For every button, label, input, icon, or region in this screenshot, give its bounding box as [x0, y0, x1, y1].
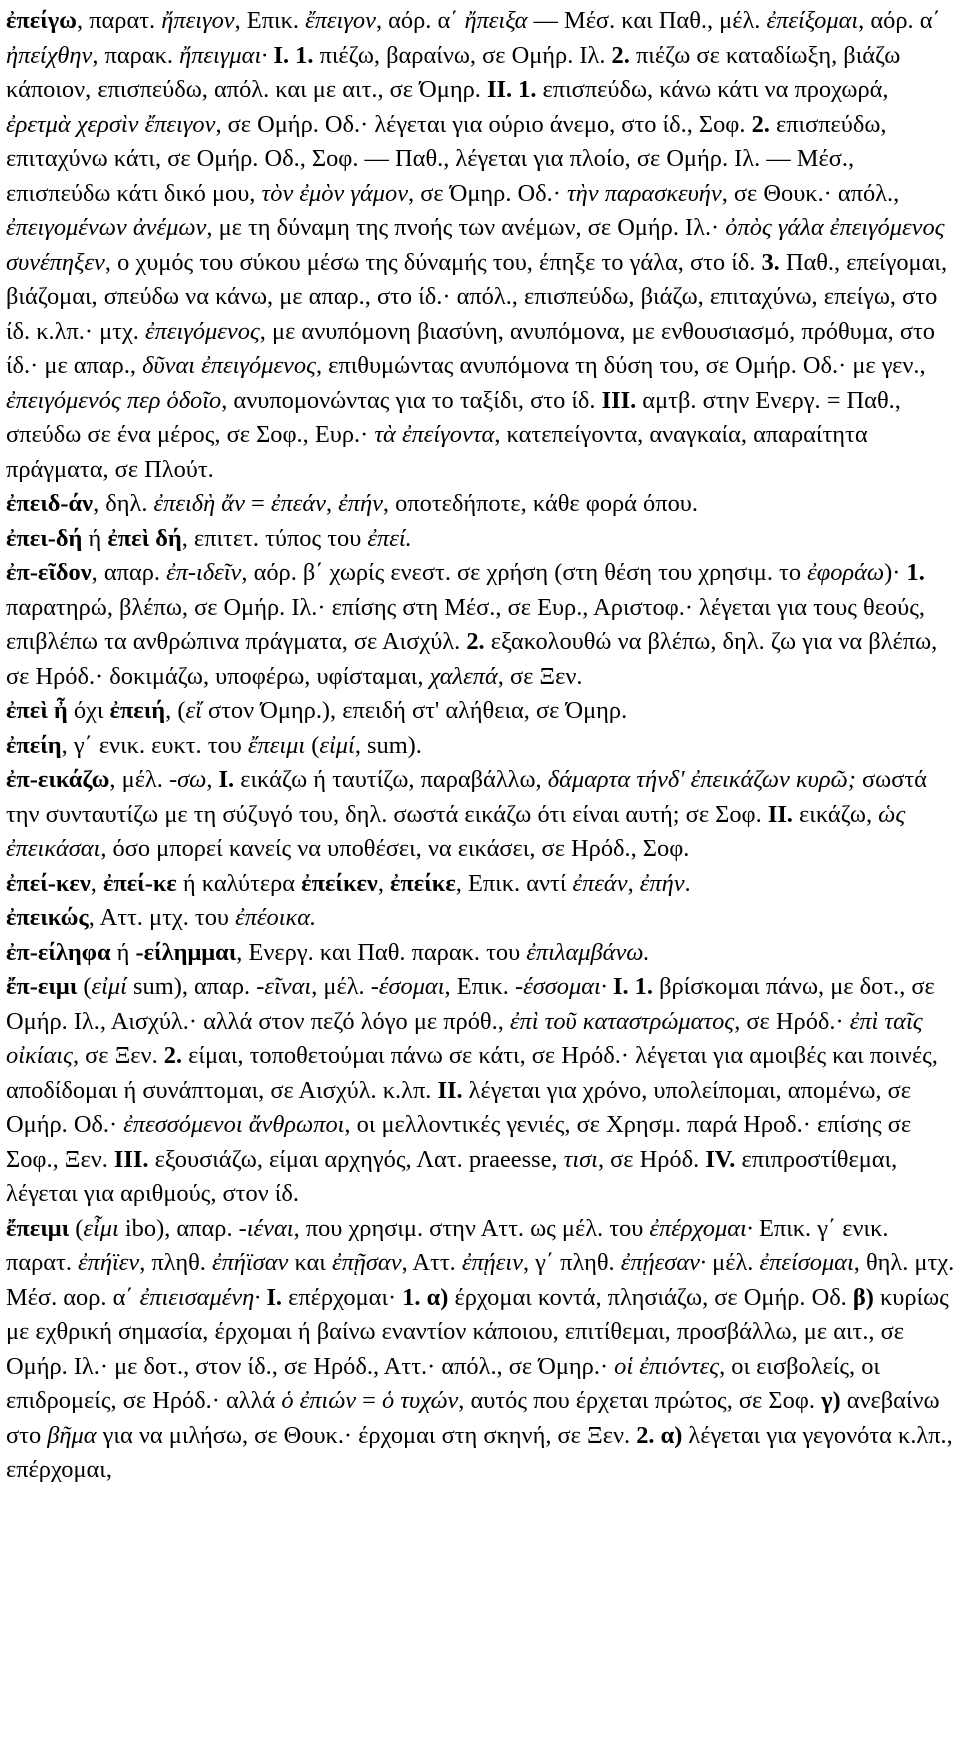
entry-text: παρατηρώ, βλέπω, σε Ομήρ. Ιλ.· επίσης στη Μέσ., σε Ευρ., Αριστοφ.· λέγεται για τους θεούς, επιβλέπω τα ανθρώπινα πράγματα, σε Αισχύλ.	[6, 593, 925, 655]
entry-text: — Μέσ. και Παθ., μέλ.	[527, 7, 767, 34]
entry-text: σωστά την συνταυτίζω με τη σύζυγό του, δηλ. σωστά εικάζω ότι είναι αυτή; σε Σοφ.	[6, 766, 927, 828]
dictionary-entry	[6, 4, 956, 487]
greek-citation: εἶμι	[83, 1214, 119, 1242]
greek-citation: ἔπειμι	[247, 731, 306, 759]
greek-citation: ὀπὸς γάλα ἐπειγόμενος συνέπηξεν	[6, 214, 945, 276]
entry-text: sum), απαρ.	[126, 973, 257, 1000]
entry-text: ανεβαίνω στο	[6, 1387, 940, 1449]
entry-text: εξακολουθώ να βλέπω, δηλ. ζω για να βλέπω, σε Ηρόδ.· δοκιμάζω, υποφέρω, υφίσταμαι,	[6, 628, 938, 690]
headword-or-section-number: II. 1.	[486, 76, 537, 103]
headword-or-section-number: ἐπει-δή	[6, 524, 83, 552]
entry-text: (	[305, 731, 320, 759]
entry-text: , με ανυπόμονη βιασύνη, ανυπόμονα, με ενθουσιασμό, πρόθυμα, στο ίδ.· με απαρ.,	[6, 317, 935, 379]
greek-citation: ὁ ἐπιών	[281, 1387, 357, 1414]
entry-text: , δηλ.	[93, 490, 154, 517]
entry-text: , με τη δύναμη της πνοής των ανέμων, σε Ομήρ. Ιλ.·	[206, 214, 726, 241]
greek-citation: ἐπειγομένων ἀνέμων	[6, 214, 207, 241]
greek-citation: ἐπῄεσαν·	[620, 1249, 707, 1276]
headword-or-section-number: ἐπειδ-άν	[6, 490, 94, 517]
greek-citation: ἐπεί.	[367, 524, 412, 552]
greek-citation: εἰμί	[319, 731, 355, 759]
entry-text: μέλ.	[706, 1249, 760, 1276]
dictionary-entry	[6, 487, 956, 522]
greek-citation: ἐπήν	[338, 490, 383, 517]
headword-or-section-number: 1.	[906, 559, 925, 586]
entry-text: , οι μελλοντικές γενιές, σε Χρησμ. παρά Ηροδ.· επίσης σε Σοφ., Ξεν.	[6, 1111, 912, 1173]
dictionary-entry	[6, 556, 956, 694]
greek-citation: ἐπειγόμενος	[145, 317, 260, 345]
greek-citation: ἐπεάν	[572, 869, 628, 897]
entry-text: , Επικ.	[234, 7, 306, 34]
entry-text: , αόρ. β΄ χωρίς ενεστ. σε χρήση (στη θέση του χρησιμ. το	[241, 559, 808, 586]
headword-or-section-number: I.	[218, 766, 235, 793]
headword-or-section-number: ἐπεί-κεν	[6, 869, 91, 897]
dictionary-entry	[6, 901, 956, 936]
headword-or-section-number: IV.	[705, 1145, 736, 1173]
entry-text: , ανυπομονώντας για το ταξίδι, στο ίδ.	[221, 386, 602, 414]
entry-text: , μέλ.	[311, 973, 371, 1000]
entry-text: ,	[627, 869, 640, 897]
greek-citation: ἐπέρχομαι·	[649, 1214, 753, 1242]
dictionary-entry	[6, 970, 956, 1212]
entry-text: )·	[884, 559, 907, 586]
headword-or-section-number: -είλημμαι	[135, 938, 237, 966]
headword-or-section-number: ἐπεικώς	[6, 904, 89, 931]
entry-text: επισπεύδω, επιταχύνω κάτι, σε Ομήρ. Οδ., Σοφ. — Παθ., λέγεται για πλοίο, σε Ομήρ. Ιλ. — Μέσ., επισπεύδω κάτι δικό μου,	[6, 110, 887, 207]
greek-citation: τισι	[563, 1145, 598, 1173]
dictionary-entry	[6, 694, 956, 729]
headword-or-section-number: ἐπ-εικάζω	[6, 766, 110, 793]
headword-or-section-number: ἐπεὶ ἦ	[6, 697, 68, 724]
headword-or-section-number: 2. α)	[636, 1421, 683, 1449]
entry-text: , οι εισβολείς, οι επιδρομείς, σε Ηρόδ.· αλλά	[6, 1352, 880, 1414]
entry-text: , (	[165, 697, 186, 724]
entry-text: , Επικ. αντί	[455, 869, 573, 897]
dictionary-entry	[6, 936, 956, 971]
headword-or-section-number: I. 1.	[613, 973, 653, 1000]
greek-citation: ἐπήν	[639, 869, 685, 897]
entry-text: , σε Ηρόδ.·	[734, 1007, 850, 1035]
greek-citation: ἐπειγόμενός περ ὁδοῖο	[6, 386, 222, 414]
headword-or-section-number: 1. α)	[402, 1283, 449, 1311]
entry-text: , αυτός που έρχεται πρώτος, σε Σοφ.	[458, 1387, 822, 1414]
entry-text: , που χρησιμ. στην Αττ. ως μέλ. του	[293, 1214, 650, 1242]
entry-text: .	[684, 869, 691, 897]
greek-citation: ὁ τυχών	[382, 1387, 459, 1414]
entry-text: Επικ. γ΄ ενικ. παρατ.	[6, 1214, 889, 1276]
headword-or-section-number: ἐπεί-κε	[102, 869, 177, 897]
greek-citation: ἤπειγον	[161, 7, 235, 34]
entry-text: , παρακ.	[92, 41, 180, 69]
entry-text: =	[244, 490, 271, 517]
entry-text: , σε Ξεν.	[497, 662, 583, 690]
greek-citation: ἐφοράω	[807, 559, 885, 586]
headword-or-section-number: 2.	[466, 628, 485, 655]
entry-text: , όσο μπορεί κανείς να υποθέσει, να εικάσει, σε Ηρόδ., Σοφ.	[100, 835, 690, 862]
entry-text: πιέζω σε καταδίωξη, βιάζω κάποιον, επισπεύδω, απόλ. και με αιτ., σε Όμηρ.	[6, 41, 901, 103]
greek-citation: ἤπειξα	[464, 7, 528, 34]
entry-text: πιέζω, βαραίνω, σε Ομήρ. Ιλ.	[313, 41, 612, 69]
greek-citation: ἐρετμὰ χερσὶν ἔπειγον	[6, 110, 216, 138]
headword-or-section-number: ἐπείκε	[390, 869, 456, 897]
greek-citation: ἔπειγον	[305, 7, 376, 34]
headword-or-section-number: β)	[852, 1283, 874, 1311]
entry-text: , Αττ.	[401, 1249, 462, 1276]
entry-text: επιπροστίθεμαι, λέγεται για αριθμούς, στον ίδ.	[6, 1145, 898, 1207]
greek-citation: ἐπεσσόμενοι ἄνθρωποι	[123, 1111, 345, 1138]
entry-text: και	[288, 1249, 332, 1276]
greek-citation: ὡς ἐπεικάσαι	[6, 800, 906, 862]
greek-citation: τὴν παρασκευήν	[566, 179, 722, 207]
entry-text: , Ενεργ. και Παθ. παρακ. του	[236, 938, 527, 966]
greek-citation: ἠπείχθην	[6, 41, 93, 69]
entry-text: ή καλύτερα	[176, 869, 302, 897]
entry-text: =	[356, 1387, 383, 1414]
headword-or-section-number: 2.	[611, 41, 630, 69]
entry-text: , σε Ξεν.	[72, 1042, 164, 1069]
greek-citation: ἐπῇσαν	[331, 1249, 402, 1276]
greek-citation: εἴ	[185, 697, 202, 724]
entry-text: επέρχομαι·	[282, 1283, 403, 1311]
entry-text: λέγεται για γεγονότα κ.λπ., επέρχομαι,	[6, 1421, 953, 1483]
entry-text: ,	[90, 869, 103, 897]
entry-text: εικάζω ή ταυτίζω, παραβάλλω,	[234, 766, 548, 793]
entry-text: ,	[206, 766, 219, 793]
greek-citation: ἐπ-ιδεῖν	[166, 559, 242, 586]
dictionary-entry	[6, 1212, 956, 1488]
greek-citation: ἐπήϊεν	[78, 1249, 140, 1276]
entry-text: είμαι, τοποθετούμαι πάνω σε κάτι, σε Ηρόδ.· λέγεται για αμοιβές και ποινές, αποδίδομαι ή συνάπτομαι, σε Αισχύλ. κ.λπ.	[6, 1042, 938, 1104]
greek-citation: -εῖναι	[256, 973, 312, 1000]
greek-citation: ἐπέοικα.	[235, 904, 317, 931]
headword-or-section-number: ἔπ-ειμι	[6, 973, 78, 1000]
entry-text: , μέλ.	[109, 766, 169, 793]
dictionary-entry	[6, 522, 956, 557]
entry-text: ή	[82, 524, 108, 552]
entry-text: , πληθ.	[139, 1249, 212, 1276]
headword-or-section-number: ἐπείκεν	[301, 869, 378, 897]
greek-citation: ἐπειδὴ ἄν	[153, 490, 245, 517]
headword-or-section-number: ἐπείη	[6, 731, 62, 759]
greek-citation: οἱ ἐπιόντες	[614, 1352, 720, 1380]
dictionary-entry	[6, 867, 956, 902]
entry-text: ibo), απαρ.	[118, 1214, 239, 1242]
greek-citation: τὸν ἐμὸν γάμον	[261, 179, 409, 207]
headword-or-section-number: III.	[113, 1145, 149, 1173]
headword-or-section-number: ἔπειμι	[6, 1214, 70, 1242]
entry-text: , σε Όμηρ. Οδ.·	[408, 179, 567, 207]
greek-citation: δῦναι ἐπειγόμενος	[142, 352, 316, 379]
entry-text: έρχομαι κοντά, πλησιάζω, σε Ομήρ. Οδ.	[448, 1283, 853, 1311]
headword-or-section-number: 2.	[163, 1042, 183, 1069]
greek-citation: ἐπιεισαμένη·	[139, 1283, 261, 1311]
headword-or-section-number: I.	[266, 1283, 283, 1311]
greek-citation: ἐπείσομαι	[759, 1249, 854, 1276]
headword-or-section-number: II.	[767, 800, 793, 828]
entry-text: , Επικ.	[444, 973, 515, 1000]
greek-citation: ἐπὶ ταῖς οἰκίαις	[6, 1007, 923, 1069]
entry-text: , σε Ομήρ. Οδ.· λέγεται για ούριο άνεμο, στο ίδ., Σοφ.	[215, 110, 752, 138]
entry-text: , γ΄ πληθ.	[522, 1249, 621, 1276]
greek-citation: ἐπὶ τοῦ καταστρώματος	[509, 1007, 735, 1035]
entry-text: , σε Ηρόδ.	[597, 1145, 706, 1173]
greek-citation: -ιέναι	[238, 1214, 294, 1242]
greek-citation: ἐπῄειν	[461, 1249, 523, 1276]
headword-or-section-number: ἐπ-εῖδον	[6, 559, 92, 586]
entry-text: εξουσιάζω, είμαι αρχηγός, Λατ. praeesse,	[148, 1145, 564, 1173]
headword-or-section-number: 2.	[751, 110, 770, 138]
entry-text: αμτβ. στην Ενεργ. = Παθ., σπεύδω σε ένα μέρος, σε Σοφ., Ευρ.·	[6, 386, 901, 448]
greek-citation: ἐπεάν	[270, 490, 326, 517]
entry-text: , κατεπείγοντα, αναγκαία, απαραίτητα πράγματα, σε Πλούτ.	[6, 421, 868, 483]
entry-text: (	[77, 973, 92, 1000]
entry-text: ή	[110, 938, 136, 966]
greek-citation: ἐπιλαμβάνω.	[526, 938, 650, 966]
greek-citation: βῆμα	[47, 1421, 97, 1449]
dictionary-entry	[6, 763, 956, 867]
entry-text: , αόρ. α΄	[375, 7, 465, 34]
greek-citation: εἰμί	[91, 973, 127, 1000]
entry-text: στον Όμηρ.), επειδή στ' αλήθεια, σε Όμηρ.	[201, 697, 628, 724]
greek-citation: ἐπείξομαι	[766, 7, 859, 34]
entry-text: ,	[377, 869, 391, 897]
entry-text: , επιθυμώντας ανυπόμονα τη δύση του, σε Ομήρ. Οδ.· με γεν.,	[315, 352, 926, 379]
greek-citation: -έσομαι	[370, 973, 445, 1000]
entry-text: , Αττ. μτχ. του	[88, 904, 236, 931]
entry-text: (	[69, 1214, 84, 1242]
headword-or-section-number: ἐπειή	[109, 697, 166, 724]
headword-or-section-number: III.	[601, 386, 637, 414]
greek-citation: δάμαρτα τήνδ' ἐπεικάζων κυρῶ;	[547, 766, 856, 793]
greek-citation: -έσσομαι·	[514, 973, 607, 1000]
entry-text: , ο χυμός του σύκου μέσω της δύναμής του, έπηξε το γάλα, στο ίδ.	[104, 248, 762, 276]
entry-text: για να μιλήσω, σε Θουκ.· έρχομαι στη σκηνή, σε Ξεν.	[96, 1421, 637, 1449]
greek-citation: -σω	[168, 766, 207, 793]
entry-text: επισπεύδω, κάνω κάτι να προχωρά,	[536, 76, 889, 103]
entry-text: , γ΄ ενικ. ευκτ. του	[61, 731, 248, 759]
entry-text: , παρατ.	[77, 7, 162, 34]
headword-or-section-number: I. 1.	[273, 41, 314, 69]
headword-or-section-number: ἐπ-είληφα	[6, 938, 111, 966]
entry-text: εικάζω,	[792, 800, 879, 828]
entry-text: , οποτεδήποτε, κάθε φορά όπου.	[382, 490, 698, 517]
entry-text: , σε Θουκ.· απόλ.,	[721, 179, 900, 207]
dictionary-entry	[6, 729, 956, 764]
entry-text: βρίσκομαι πάνω, με δοτ., σε Ομήρ. Ιλ., Αισχύλ.· αλλά στον πεζό λόγο με πρόθ.,	[6, 973, 935, 1035]
headword-or-section-number: II.	[437, 1076, 463, 1104]
entry-text: ,	[325, 490, 339, 517]
entry-text: , sum).	[354, 731, 422, 759]
entry-text: Παθ., επείγομαι, βιάζομαι, σπεύδω να κάνω, με απαρ., στο ίδ.· απόλ., επισπεύδω, βιάζω, επιταχύνω, επείγω, στο ίδ. κ.λπ.· μτχ.	[6, 248, 948, 345]
greek-citation: τὰ ἐπείγοντα	[374, 421, 495, 448]
greek-citation: χαλεπά	[429, 662, 498, 690]
entry-text: όχι	[67, 697, 110, 724]
entry-text: κυρίως με εχθρική σημασία, έρχομαι ή βαίνω εναντίον κάποιου, επιτίθεμαι, προσβάλλω, με αιτ., σε Ομήρ. Ιλ.· με δοτ., στον ίδ., σε Ηρόδ., Αττ.· απόλ., σε Όμηρ.·	[6, 1283, 949, 1380]
entry-text: , αόρ. α΄	[858, 7, 941, 34]
greek-citation: ἤπειγμαι·	[179, 41, 268, 69]
greek-citation: ἐπήϊσαν	[211, 1249, 289, 1276]
headword-or-section-number: ἐπείγω	[6, 7, 78, 34]
headword-or-section-number: 3.	[761, 248, 780, 276]
headword-or-section-number: ἐπεὶ δή	[107, 524, 182, 552]
headword-or-section-number: γ)	[821, 1387, 841, 1414]
entry-text: , θηλ. μτχ. Μέσ. αορ. α΄	[6, 1249, 955, 1311]
entry-text: , επιτετ. τύπος του	[181, 524, 368, 552]
entry-text: , απαρ.	[91, 559, 167, 586]
entry-text: λέγεται για χρόνο, υπολείπομαι, απομένω, σε Ομήρ. Οδ.·	[6, 1076, 912, 1138]
